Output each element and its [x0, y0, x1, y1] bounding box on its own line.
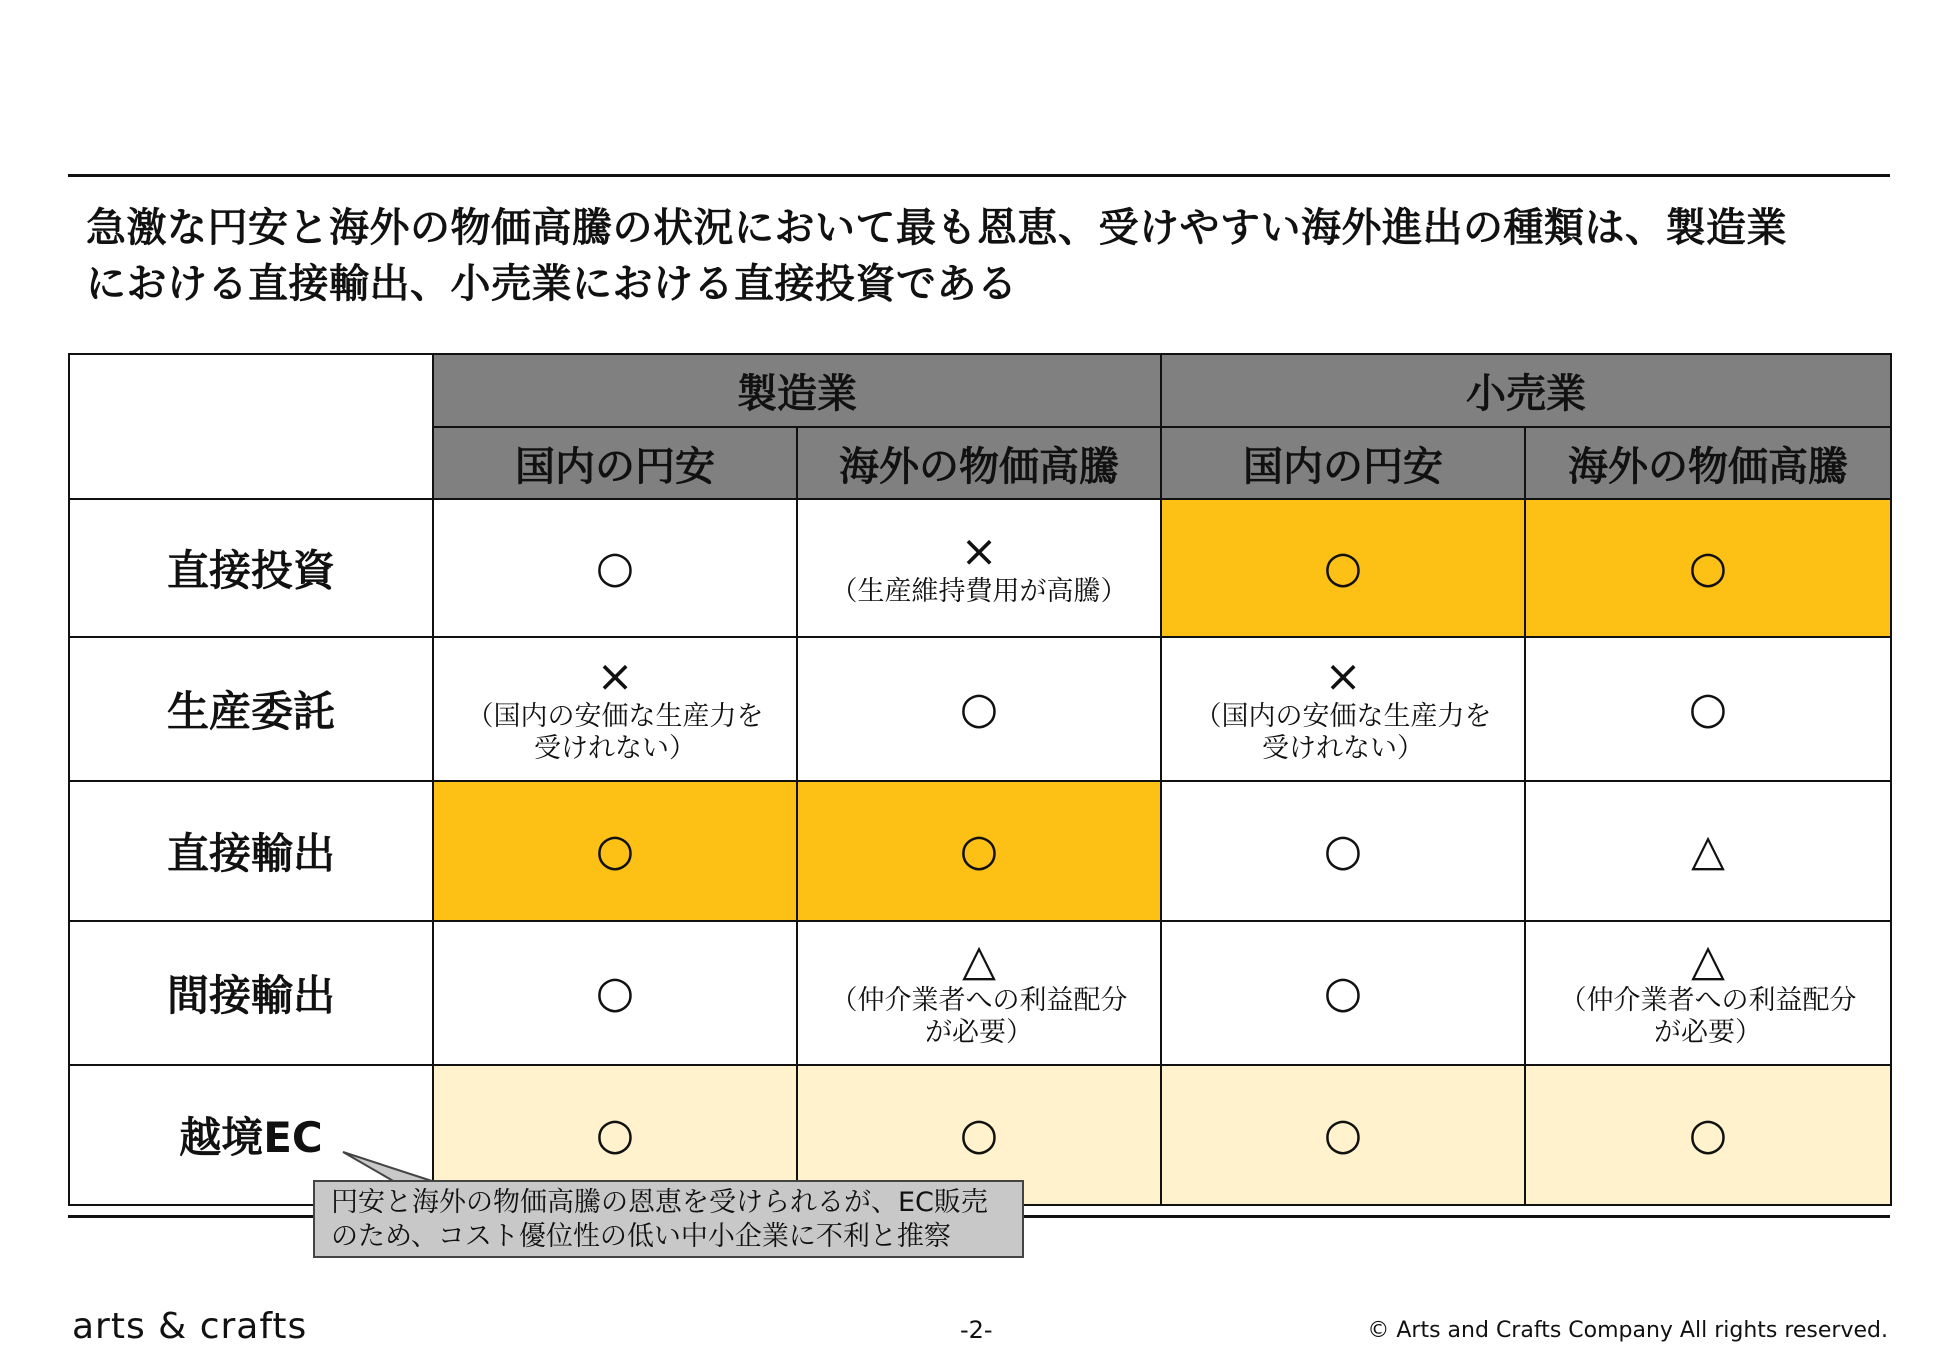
cell-note: （仲介業者への利益配分 が必要）	[830, 985, 1128, 1048]
matrix-cell	[1525, 921, 1891, 1065]
rating-mark: △	[1691, 825, 1725, 876]
matrix-cell	[1161, 499, 1525, 637]
matrix-cell	[1161, 781, 1525, 921]
rating-mark: ○	[1688, 542, 1728, 593]
matrix-cell	[1525, 637, 1891, 781]
matrix-body	[69, 499, 1891, 1205]
rating-mark: △	[1691, 935, 1725, 986]
matrix-cell	[433, 921, 797, 1065]
rating-mark: ○	[959, 683, 999, 734]
table-row	[69, 781, 1891, 921]
matrix-cell	[797, 499, 1161, 637]
rating-mark: ○	[595, 825, 635, 876]
table-row	[69, 921, 1891, 1065]
slide-headline	[86, 200, 1886, 312]
rating-mark: ×	[1324, 651, 1362, 702]
rating-mark: ○	[1323, 1109, 1363, 1160]
rating-mark: ○	[959, 1109, 999, 1160]
rating-mark: ○	[595, 1109, 635, 1160]
subheader-cell: 国内の円安	[1161, 427, 1525, 499]
company-logo: arts & crafts	[72, 1306, 308, 1347]
rating-mark: ○	[1323, 967, 1363, 1018]
rating-mark: ×	[960, 526, 998, 577]
row-label: 直接投資	[69, 499, 433, 637]
rating-mark: ○	[1688, 1109, 1728, 1160]
corner-cell	[69, 354, 433, 499]
matrix-cell	[797, 921, 1161, 1065]
rating-mark: ×	[596, 651, 634, 702]
headline-line-2: における直接輸出、小売業における直接投資である	[86, 261, 1018, 307]
matrix-cell	[797, 781, 1161, 921]
rating-mark: ○	[959, 825, 999, 876]
group-header-retail: 小売業	[1161, 354, 1891, 427]
rating-mark: ○	[1688, 683, 1728, 734]
cell-note: （仲介業者への利益配分 が必要）	[1559, 985, 1857, 1048]
group-header-manufacturing: 製造業	[433, 354, 1161, 427]
rating-mark: △	[962, 935, 996, 986]
rating-mark: ○	[595, 967, 635, 1018]
row-label: 越境EC	[69, 1065, 433, 1205]
rating-mark: ○	[1323, 542, 1363, 593]
matrix-cell	[1525, 499, 1891, 637]
matrix-cell	[1525, 781, 1891, 921]
subheader-cell: 国内の円安	[433, 427, 797, 499]
matrix-cell	[1525, 1065, 1891, 1205]
matrix-cell	[797, 637, 1161, 781]
cell-note: （生産維持費用が高騰）	[830, 576, 1128, 607]
table-row	[69, 499, 1891, 637]
top-divider	[68, 174, 1890, 177]
cell-note: （国内の安価な生産力を 受けれない）	[466, 701, 764, 764]
subheader-cell: 海外の物価高騰	[797, 427, 1161, 499]
rating-mark: ○	[595, 542, 635, 593]
matrix-cell	[1161, 921, 1525, 1065]
copyright-notice: © Arts and Crafts Company All rights reserved.	[1367, 1318, 1888, 1343]
group-header-row	[69, 354, 1891, 427]
table-row	[69, 637, 1891, 781]
matrix-cell	[433, 499, 797, 637]
matrix-cell	[1161, 637, 1525, 781]
rating-mark: ○	[1323, 825, 1363, 876]
row-label: 生産委託	[69, 637, 433, 781]
subheader-cell: 海外の物価高騰	[1525, 427, 1891, 499]
row-label: 間接輸出	[69, 921, 433, 1065]
cell-note: （国内の安価な生産力を 受けれない）	[1194, 701, 1492, 764]
matrix-cell	[433, 781, 797, 921]
callout-note: 円安と海外の物価高騰の恩恵を受けられるが、EC販売 のため、コスト優位性の低い中小企業に不利と推察	[313, 1180, 1024, 1258]
page-number: -2-	[960, 1316, 993, 1344]
matrix-cell	[433, 637, 797, 781]
matrix-cell	[1161, 1065, 1525, 1205]
headline-line-1: 急激な円安と海外の物価高騰の状況において最も恩恵、受けやすい海外進出の種類は、製造業	[86, 205, 1787, 251]
row-label: 直接輸出	[69, 781, 433, 921]
comparison-matrix	[68, 353, 1892, 1206]
